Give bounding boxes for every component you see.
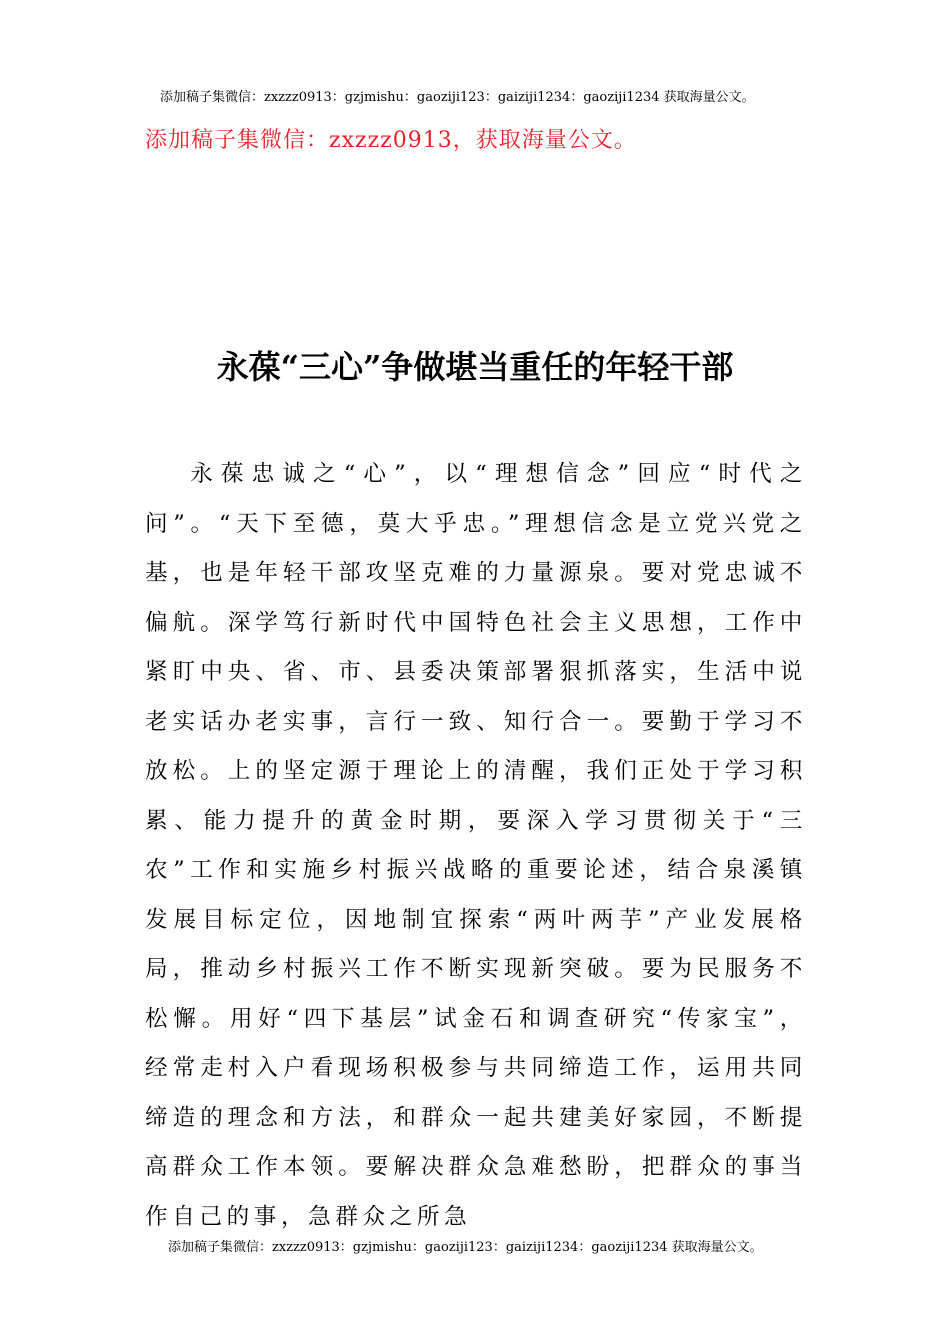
header-watermark-note: 添加稿子集微信：zxzzz0913：gzjmishu：gaoziji123：gaiziji1234：gaoziji1234 获取海量公文。 [160, 90, 755, 105]
red-promo-note: 添加稿子集微信：zxzzz0913，获取海量公文。 [145, 128, 637, 153]
footer-watermark-note: 添加稿子集微信：zxzzz0913：gzjmishu：gaoziji123：gaiziji1234：gaoziji1234 获取海量公文。 [168, 1240, 763, 1255]
body-paragraph: 永葆忠诚之“心”，以“理想信念”回应“时代之问”。“天下至德，莫大乎忠。”理想信念是立党兴党之基，也是年轻干部攻坚克难的力量源泉。要对党忠诚不偏航。深学笃行新时代中国特色社会主义思想，工作中紧盯中央、省、市、县委决策部署狠抓落实，生活中说老实话办老实事，言行一致、知行合一。要勤于学习不放松。上的坚定源于理论上的清醒，我们正处于学习积累、能力提升的黄金时期，要深入学习贯彻关于“三农”工作和实施乡村振兴战略的重要论述，结合泉溪镇发展目标定位，因地制宜探索“两叶两芋”产业发展格局，推动乡村振兴工作不断实现新突破。要为民服务不松懈。用好“四下基层”试金石和调查研究“传家宝”，经常走村入户看现场积极参与共同缔造工作，运用共同缔造的理念和方法，和群众一起共建美好家园，不断提高群众工作本领。要解决群众急难愁盼，把群众的事当作自己的事，急群众之所急 [145, 461, 807, 1230]
document-title: 永葆“三心”争做堪当重任的年轻干部 [216, 348, 734, 386]
